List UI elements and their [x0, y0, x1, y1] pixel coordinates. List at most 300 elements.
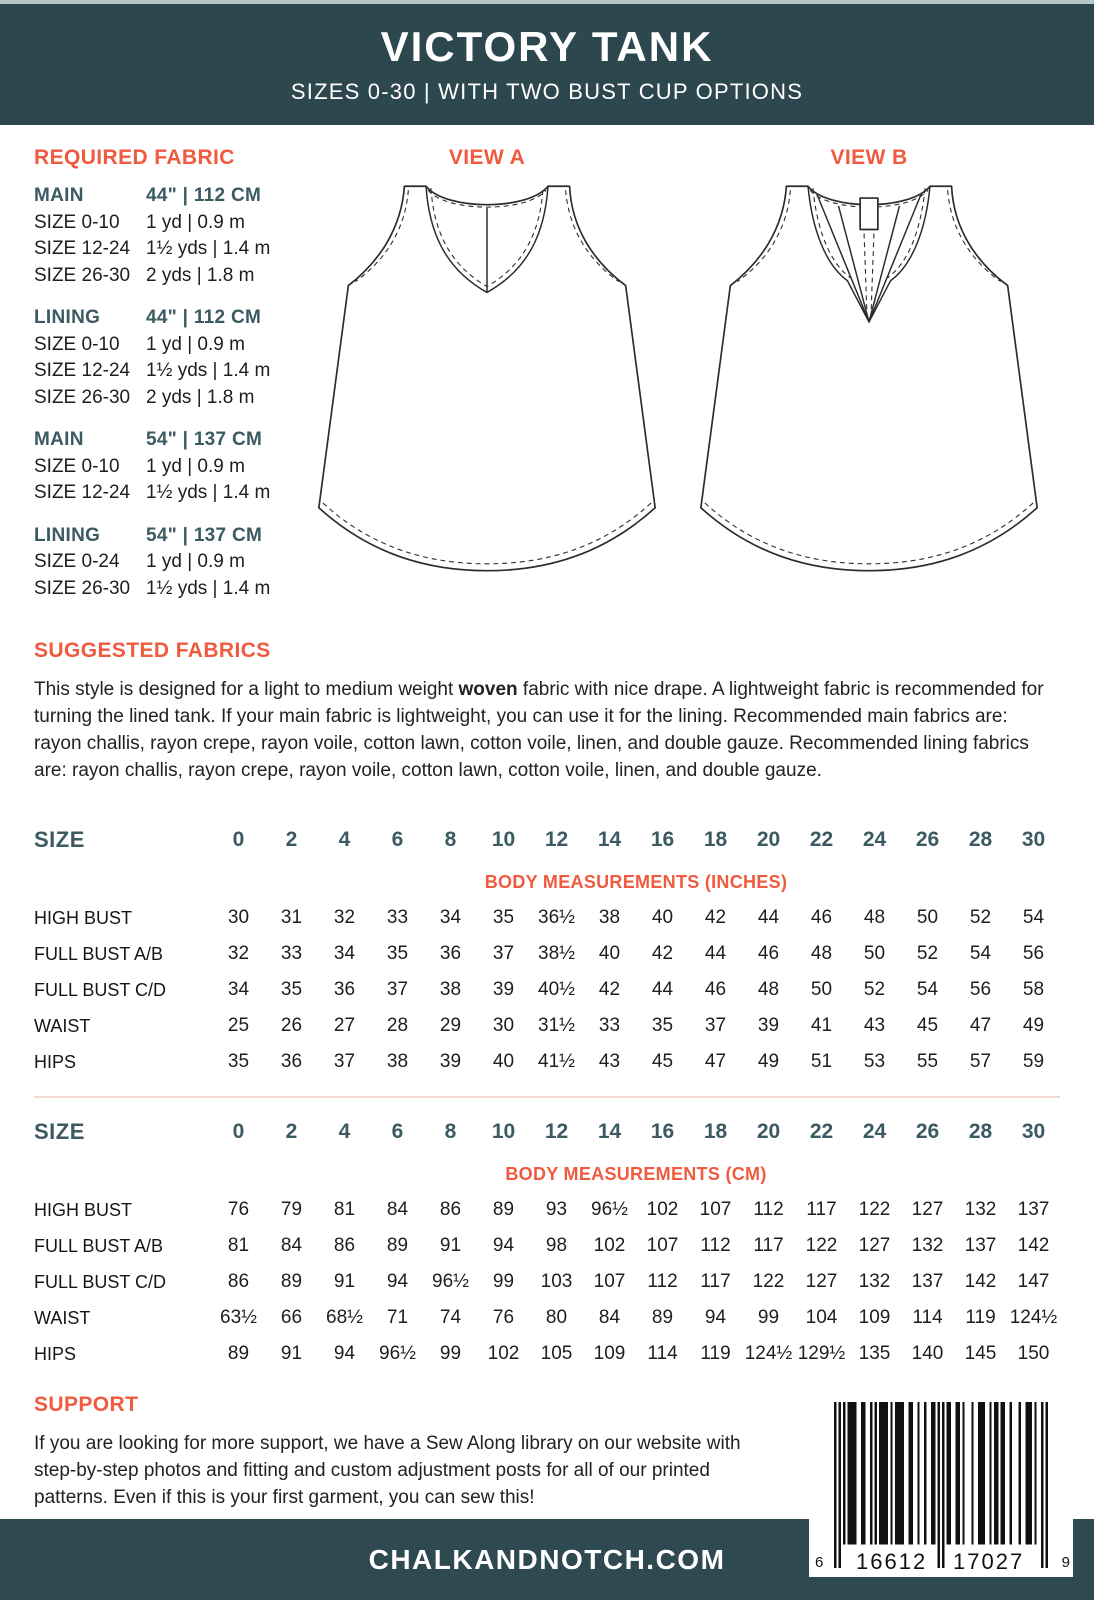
measurement-row — [34, 972, 1060, 1008]
measurement-value: 94 — [492, 1235, 515, 1256]
measurement-row — [34, 1264, 1060, 1300]
size-table-cm — [34, 1108, 1060, 1372]
measurement-value: 86 — [333, 1235, 356, 1256]
measurement-value: 40 — [598, 943, 621, 964]
measurement-value: 117 — [753, 1235, 784, 1256]
measurement-value: 114 — [647, 1343, 678, 1364]
measurement-value: 36 — [280, 1051, 303, 1072]
measurement-value: 44 — [704, 943, 727, 964]
size-header-cell: 26 — [915, 1120, 940, 1143]
measurement-row — [34, 1192, 1060, 1228]
fabric-group — [34, 523, 296, 603]
measurement-value: 89 — [280, 1271, 303, 1292]
measurement-value: 46 — [704, 979, 727, 1000]
measurement-value: 41 — [810, 1015, 833, 1036]
measurement-value: 30 — [227, 907, 250, 928]
fabric-yardage: 1 yd | 0.9 m — [146, 211, 245, 233]
measurement-value: 37 — [704, 1015, 727, 1036]
fabric-requirement-row — [34, 576, 296, 603]
measurement-value: 112 — [647, 1271, 678, 1292]
size-table-inches — [34, 816, 1060, 1080]
measurement-value: 84 — [598, 1307, 621, 1328]
measurement-value: 42 — [598, 979, 621, 1000]
measurement-value: 55 — [916, 1051, 939, 1072]
measurement-value: 42 — [651, 943, 674, 964]
measurement-value: 49 — [1022, 1015, 1045, 1036]
fabric-size-range: SIZE 26-30 — [34, 577, 131, 599]
suggested-fabrics-text-end: fabric with nice drape. A lightweight fabric is recommended for turning the lined tank. If your main fabric is lightweight, you can use it for the lining. Recommended main fabrics are: rayon challis, rayon crepe, rayon voile, cotton lawn, cotton voile, linen, and double gauze. Recommended lining fabrics are: rayon challis, rayon crepe, rayon voile, cotton lawn, cotton voile, linen, and double gauze. — [34, 679, 1044, 781]
measurement-value: 46 — [810, 907, 833, 928]
measurement-value: 112 — [700, 1235, 731, 1256]
support-text: If you are looking for more support, we have a Sew Along library on our website with step-by-step photos and fitting and custom adjustment posts for all of our printed patterns. Even if this is your first garment, you can sew this! — [34, 1433, 741, 1508]
fabric-requirement-row — [34, 332, 296, 359]
measurement-value: 137 — [1017, 1199, 1050, 1220]
measurement-value: 142 — [964, 1271, 997, 1292]
measurement-value: 81 — [333, 1199, 356, 1220]
size-header-cell: 18 — [703, 828, 728, 851]
measurement-value: 93 — [545, 1199, 568, 1220]
size-header-cell: 6 — [391, 1120, 404, 1143]
measurement-value: 109 — [593, 1343, 626, 1364]
measurement-value: 102 — [487, 1343, 520, 1364]
measurement-value: 107 — [699, 1199, 732, 1220]
measurement-value: 34 — [333, 943, 356, 964]
size-header-cell: 14 — [597, 1120, 622, 1143]
measurement-value: 52 — [969, 907, 992, 928]
measurement-value: 54 — [916, 979, 939, 1000]
measurement-value: 54 — [1022, 907, 1045, 928]
size-header-cell: 24 — [862, 1120, 887, 1143]
view-b-garment-drawing — [692, 178, 1046, 576]
measurement-value: 32 — [227, 943, 250, 964]
measurement-value: 50 — [810, 979, 833, 1000]
measurement-value: 96½ — [379, 1343, 416, 1364]
measurement-value: 103 — [540, 1271, 573, 1292]
measurement-value: 39 — [492, 979, 515, 1000]
support-heading: SUPPORT — [34, 1393, 139, 1416]
measurement-value: 102 — [593, 1235, 626, 1256]
fabric-group-header — [34, 427, 296, 454]
measurement-label: WAIST — [34, 1307, 91, 1328]
fabric-group — [34, 305, 296, 411]
measurement-row — [34, 936, 1060, 972]
fabric-size-range: SIZE 12-24 — [34, 482, 131, 503]
measurement-value: 109 — [858, 1307, 891, 1328]
content — [0, 125, 1094, 1511]
fabric-requirement-row — [34, 263, 296, 290]
fabric-size-range: SIZE 0-10 — [34, 333, 120, 355]
fabric-width-label: 54" | 137 CM — [146, 429, 263, 450]
size-header-cell: 20 — [756, 828, 781, 851]
measurement-value: 127 — [805, 1271, 838, 1292]
measurement-label: FULL BUST A/B — [34, 943, 164, 964]
size-column-header: SIZE — [34, 827, 85, 852]
fabric-width-label: 44" | 112 CM — [146, 185, 262, 206]
measurement-value: 38 — [439, 979, 462, 1000]
measurement-value: 25 — [227, 1015, 250, 1036]
measurement-caption: BODY MEASUREMENTS (CM) — [505, 1163, 767, 1184]
measurement-value: 27 — [333, 1015, 356, 1036]
measurement-value: 35 — [280, 979, 303, 1000]
measurement-value: 33 — [598, 1015, 621, 1036]
measurement-value: 76 — [227, 1199, 250, 1220]
size-header-cell: 22 — [809, 828, 834, 851]
measurement-value: 79 — [280, 1199, 303, 1220]
measurement-value: 31½ — [538, 1015, 575, 1036]
table-divider — [34, 1096, 1060, 1098]
fabric-size-range: SIZE 0-10 — [34, 211, 120, 233]
measurement-value: 59 — [1022, 1051, 1045, 1072]
measurement-value: 26 — [280, 1015, 303, 1036]
measurement-value: 129½ — [797, 1343, 846, 1364]
measurement-value: 32 — [333, 907, 356, 928]
measurement-value: 37 — [333, 1051, 356, 1072]
measurement-value: 91 — [439, 1235, 462, 1256]
measurement-value: 38 — [386, 1051, 409, 1072]
suggested-fabrics-bold-word: woven — [458, 679, 518, 700]
measurement-value: 124½ — [744, 1343, 793, 1364]
measurement-value: 132 — [911, 1235, 944, 1256]
size-header-cell: 4 — [338, 1120, 351, 1143]
measurement-value: 117 — [806, 1199, 837, 1220]
size-header-cell: 30 — [1021, 828, 1046, 851]
measurement-value: 43 — [863, 1015, 886, 1036]
measurement-value: 84 — [280, 1235, 303, 1256]
fabric-yardage: 2 yds | 1.8 m — [146, 264, 255, 286]
header — [0, 4, 1094, 125]
measurement-value: 124½ — [1009, 1307, 1058, 1328]
measurement-value: 40½ — [538, 979, 575, 1000]
fabric-size-range: SIZE 0-24 — [34, 551, 120, 572]
measurement-value: 76 — [492, 1307, 515, 1328]
fabric-requirement-row — [34, 549, 296, 576]
size-header-cell: 30 — [1021, 1120, 1046, 1143]
fabric-width-label: 54" | 137 CM — [146, 524, 263, 546]
size-header-cell: 6 — [391, 828, 404, 851]
size-header-cell: 20 — [756, 1120, 781, 1143]
measurement-value: 140 — [911, 1343, 944, 1364]
measurement-value: 35 — [227, 1051, 250, 1072]
size-header-cell: 10 — [491, 1120, 516, 1143]
measurement-value: 137 — [964, 1235, 997, 1256]
barcode-group-left: 16612 — [853, 1549, 930, 1575]
measurement-value: 44 — [651, 979, 674, 1000]
fabric-size-range: SIZE 12-24 — [34, 360, 131, 381]
size-header-cell: 2 — [285, 828, 298, 851]
suggested-fabrics-text — [34, 676, 1060, 784]
measurement-value: 96½ — [591, 1199, 628, 1220]
caption-spacer — [34, 864, 212, 900]
measurement-value: 80 — [545, 1307, 568, 1328]
measurement-value: 119 — [965, 1307, 996, 1328]
size-header-row — [34, 1108, 1060, 1156]
measurement-value: 86 — [227, 1271, 250, 1292]
measurement-value: 86 — [439, 1199, 462, 1220]
measurement-value: 135 — [858, 1343, 891, 1364]
measurement-value: 112 — [753, 1199, 784, 1220]
fabric-requirement-row — [34, 480, 296, 507]
size-header-cell: 8 — [444, 1120, 457, 1143]
measurement-value: 127 — [858, 1235, 891, 1256]
size-header-cell: 12 — [544, 1120, 569, 1143]
measurement-value: 28 — [386, 1015, 409, 1036]
fabric-width-label: 44" | 112 CM — [146, 307, 262, 328]
pattern-title: VICTORY TANK — [380, 23, 714, 70]
measurement-value: 35 — [386, 943, 409, 964]
measurement-value: 99 — [757, 1307, 780, 1328]
measurement-value: 35 — [492, 907, 515, 928]
measurement-row — [34, 1300, 1060, 1336]
measurement-value: 39 — [757, 1015, 780, 1036]
measurement-label: WAIST — [34, 1015, 91, 1036]
barcode-digit-right: 9 — [1061, 1554, 1070, 1571]
measurement-value: 119 — [700, 1343, 731, 1364]
measurement-value: 29 — [439, 1015, 462, 1036]
fabric-and-views-row — [34, 125, 1060, 618]
measurement-value: 68½ — [326, 1307, 363, 1328]
measurement-value: 89 — [386, 1235, 409, 1256]
size-header-cell: 0 — [232, 1120, 245, 1143]
measurement-value: 34 — [227, 979, 250, 1000]
view-a-garment-drawing — [310, 178, 664, 576]
measurement-value: 81 — [227, 1235, 250, 1256]
size-header-cell: 24 — [862, 828, 887, 851]
measurement-value: 38½ — [538, 943, 575, 964]
measurement-label: HIPS — [34, 1051, 77, 1072]
measurement-value: 105 — [540, 1343, 573, 1364]
size-header-cell: 0 — [232, 828, 245, 851]
fabric-yardage: 1 yd | 0.9 m — [146, 333, 245, 355]
measurement-value: 122 — [805, 1235, 838, 1256]
measurement-value: 122 — [858, 1199, 891, 1220]
measurement-value: 147 — [1017, 1271, 1050, 1292]
measurement-value: 57 — [969, 1051, 992, 1072]
measurement-value: 107 — [646, 1235, 679, 1256]
caption-spacer — [34, 1156, 212, 1192]
fabric-requirement-row — [34, 358, 296, 385]
measurement-value: 34 — [439, 907, 462, 928]
measurement-value: 45 — [916, 1015, 939, 1036]
measurement-value: 33 — [280, 943, 303, 964]
measurement-value: 44 — [757, 907, 780, 928]
size-header-cell: 26 — [915, 828, 940, 851]
measurement-value: 36 — [333, 979, 356, 1000]
fabric-group-header — [34, 523, 296, 550]
measurement-value: 150 — [1017, 1343, 1050, 1364]
view-a-section — [296, 125, 678, 618]
size-header-cell: 22 — [809, 1120, 834, 1143]
measurement-value: 127 — [911, 1199, 944, 1220]
suggested-fabrics-text-start: This style is designed for a light to medium weight — [34, 679, 459, 700]
measurement-value: 36½ — [538, 907, 575, 928]
measurement-value: 40 — [651, 907, 674, 928]
fabric-group — [34, 183, 296, 289]
measurement-value: 47 — [969, 1015, 992, 1036]
size-column-header: SIZE — [34, 1119, 85, 1144]
fabric-size-range: SIZE 26-30 — [34, 264, 131, 286]
measurement-value: 114 — [912, 1307, 943, 1328]
measurement-value: 45 — [651, 1051, 674, 1072]
measurement-value: 107 — [593, 1271, 626, 1292]
measurement-value: 89 — [227, 1343, 250, 1364]
measurement-value: 132 — [964, 1199, 997, 1220]
required-fabric-heading: REQUIRED FABRIC — [34, 146, 235, 169]
fabric-group — [34, 427, 296, 507]
view-b-section — [678, 125, 1060, 618]
measurement-label: HIPS — [34, 1343, 77, 1364]
measurement-value: 33 — [386, 907, 409, 928]
measurement-value: 31 — [280, 907, 303, 928]
measurement-value: 89 — [492, 1199, 515, 1220]
fabric-size-range: SIZE 0-10 — [34, 455, 120, 477]
barcode-digit-left: 6 — [815, 1554, 824, 1571]
size-header-cell: 18 — [703, 1120, 728, 1143]
measurement-value: 48 — [810, 943, 833, 964]
fabric-requirement-row — [34, 385, 296, 412]
fabric-requirement-row — [34, 210, 296, 237]
measurement-value: 71 — [386, 1307, 409, 1328]
measurement-value: 43 — [598, 1051, 621, 1072]
measurement-value: 52 — [916, 943, 939, 964]
measurement-value: 132 — [858, 1271, 891, 1292]
measurement-value: 30 — [492, 1015, 515, 1036]
fabric-requirement-row — [34, 236, 296, 263]
fabric-yardage: 1½ yds | 1.4 m — [146, 238, 271, 259]
view-a-label: VIEW A — [448, 146, 526, 169]
measurement-value: 104 — [805, 1307, 838, 1328]
measurement-value: 96½ — [432, 1271, 469, 1292]
size-header-cell: 16 — [650, 828, 675, 851]
measurement-caption-row — [34, 1156, 1060, 1192]
size-header-cell: 14 — [597, 828, 622, 851]
measurement-value: 56 — [1022, 943, 1045, 964]
measurement-label: HIGH BUST — [34, 1199, 133, 1220]
pattern-subtitle: SIZES 0-30 | WITH TWO BUST CUP OPTIONS — [290, 79, 804, 104]
view-b-label: VIEW B — [830, 146, 908, 169]
size-header-row — [34, 816, 1060, 864]
fabric-requirement-row — [34, 454, 296, 481]
measurement-value: 35 — [651, 1015, 674, 1036]
measurement-value: 41½ — [538, 1051, 575, 1072]
measurement-value: 38 — [598, 907, 621, 928]
measurement-value: 145 — [964, 1343, 997, 1364]
measurement-value: 63½ — [220, 1307, 257, 1328]
measurement-value: 48 — [863, 907, 886, 928]
measurement-value: 137 — [911, 1271, 944, 1292]
measurement-value: 37 — [386, 979, 409, 1000]
suggested-fabrics-heading: SUGGESTED FABRICS — [34, 639, 271, 662]
fabric-type-label: MAIN — [34, 185, 84, 206]
size-header-cell: 10 — [491, 828, 516, 851]
measurement-value: 42 — [704, 907, 727, 928]
measurement-value: 47 — [704, 1051, 727, 1072]
size-header-cell: 12 — [544, 828, 569, 851]
measurement-value: 99 — [439, 1343, 462, 1364]
size-header-cell: 16 — [650, 1120, 675, 1143]
measurement-row — [34, 1336, 1060, 1372]
measurement-value: 54 — [969, 943, 992, 964]
size-header-cell: 28 — [968, 828, 993, 851]
measurement-value: 39 — [439, 1051, 462, 1072]
measurement-row — [34, 900, 1060, 936]
measurement-row — [34, 1044, 1060, 1080]
measurement-value: 46 — [757, 943, 780, 964]
size-header-cell: 28 — [968, 1120, 993, 1143]
size-header-cell: 2 — [285, 1120, 298, 1143]
measurement-value: 94 — [333, 1343, 356, 1364]
measurement-label: FULL BUST C/D — [34, 1271, 167, 1292]
size-header-cell: 8 — [444, 828, 457, 851]
fabric-size-range: SIZE 26-30 — [34, 386, 131, 408]
measurement-value: 66 — [280, 1307, 303, 1328]
barcode-bars-icon — [834, 1402, 1048, 1568]
size-header-cell: 4 — [338, 828, 351, 851]
fabric-type-label: LINING — [34, 524, 101, 546]
measurement-value: 122 — [752, 1271, 785, 1292]
website-url: CHALKANDNOTCH.COM — [368, 1543, 726, 1575]
fabric-type-label: LINING — [34, 307, 101, 328]
measurement-value: 50 — [916, 907, 939, 928]
measurement-label: HIGH BUST — [34, 907, 133, 928]
measurement-value: 98 — [545, 1235, 568, 1256]
measurement-caption-row — [34, 864, 1060, 900]
fabric-yardage: 2 yds | 1.8 m — [146, 386, 255, 408]
fabric-group-header — [34, 183, 296, 210]
measurement-value: 36 — [439, 943, 462, 964]
measurement-caption: BODY MEASUREMENTS (INCHES) — [484, 871, 788, 892]
measurement-value: 84 — [386, 1199, 409, 1220]
measurement-value: 53 — [863, 1051, 886, 1072]
size-charts — [34, 816, 1060, 1372]
barcode-group-right: 17027 — [950, 1549, 1027, 1575]
measurement-value: 74 — [439, 1307, 462, 1328]
measurement-value: 102 — [646, 1199, 679, 1220]
measurement-label: FULL BUST C/D — [34, 979, 167, 1000]
measurement-value: 40 — [492, 1051, 515, 1072]
measurement-value: 117 — [700, 1271, 731, 1292]
measurement-value: 99 — [492, 1271, 515, 1292]
measurement-value: 49 — [757, 1051, 780, 1072]
barcode — [809, 1395, 1073, 1577]
measurement-value: 91 — [333, 1271, 356, 1292]
fabric-type-label: MAIN — [34, 429, 84, 450]
fabric-yardage: 1½ yds | 1.4 m — [146, 577, 271, 599]
measurement-row — [34, 1228, 1060, 1264]
fabric-size-range: SIZE 12-24 — [34, 238, 131, 259]
measurement-value: 94 — [386, 1271, 409, 1292]
fabric-yardage: 1½ yds | 1.4 m — [146, 482, 271, 503]
required-fabric-section — [34, 125, 296, 618]
measurement-value: 94 — [704, 1307, 727, 1328]
measurement-value: 91 — [280, 1343, 303, 1364]
measurement-value: 58 — [1022, 979, 1045, 1000]
fabric-yardage: 1 yd | 0.9 m — [146, 455, 245, 477]
measurement-row — [34, 1008, 1060, 1044]
fabric-requirements-list — [34, 183, 296, 602]
fabric-yardage: 1½ yds | 1.4 m — [146, 360, 271, 381]
measurement-label: FULL BUST A/B — [34, 1235, 164, 1256]
measurement-value: 51 — [810, 1051, 833, 1072]
fabric-group-header — [34, 305, 296, 332]
measurement-value: 50 — [863, 943, 886, 964]
measurement-value: 37 — [492, 943, 515, 964]
fabric-yardage: 1 yd | 0.9 m — [146, 551, 245, 572]
measurement-value: 56 — [969, 979, 992, 1000]
measurement-value: 89 — [651, 1307, 674, 1328]
measurement-value: 142 — [1017, 1235, 1050, 1256]
measurement-value: 52 — [863, 979, 886, 1000]
measurement-value: 48 — [757, 979, 780, 1000]
